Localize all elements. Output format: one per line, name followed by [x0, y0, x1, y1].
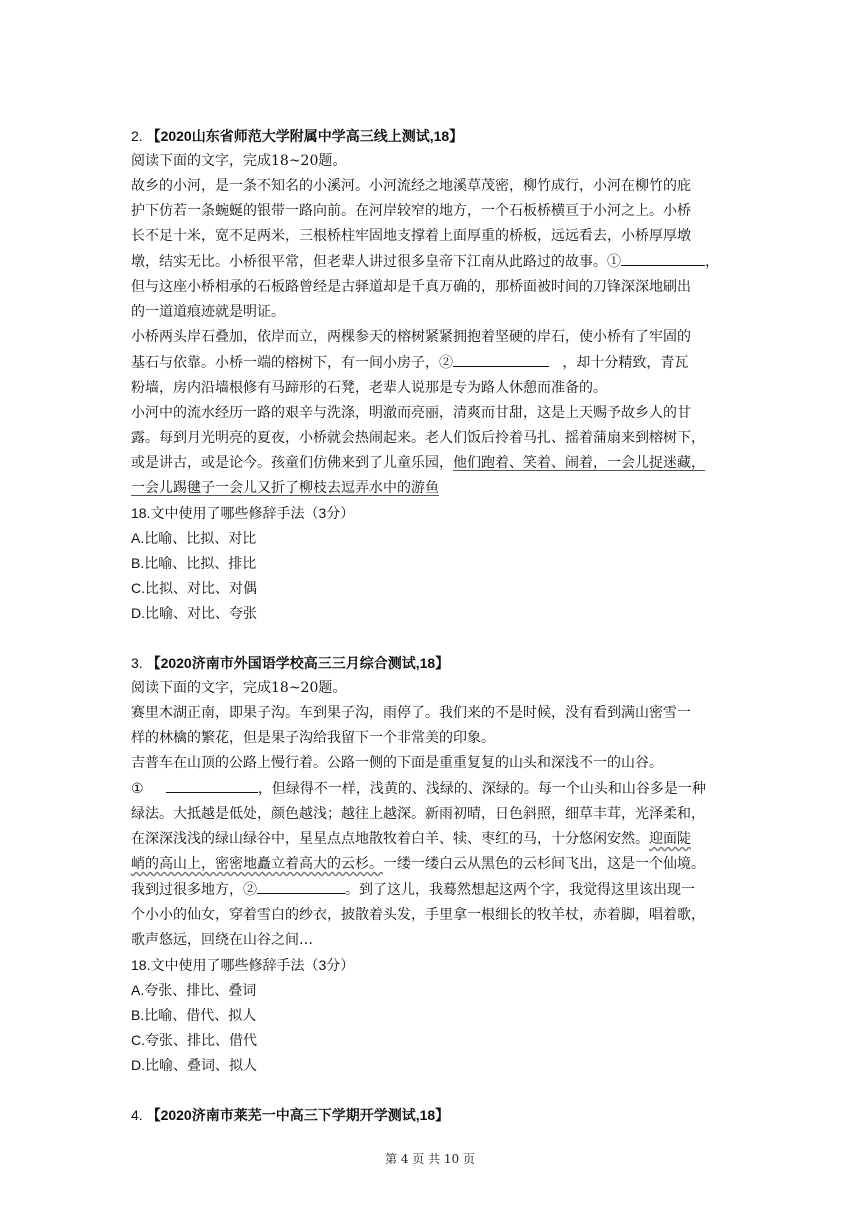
question-3-source: 【2020济南市外国语学校高三三月综合测试,18】 — [146, 655, 450, 671]
passage-line: 小桥两头岸石叠加，依岸而立，两棵参天的榕树紧紧拥抱着坚硬的岸石，使小桥有了牢固的 — [131, 329, 691, 345]
passage-line: 在深深浅浅的绿山绿谷中，星星点点地散牧着白羊、犊、枣红的马，十分悠闲安然。迎面陡 — [131, 831, 691, 847]
passage-line: 故乡的小河，是一条不知名的小溪河。小河流经之地溪草茂密，柳竹成行，小河在柳竹的庇 — [131, 178, 691, 194]
passage-line: 露。每到月光明亮的夏夜，小桥就会热闹起来。老人们饭后拎着马扎、摇着蒲扇来到榕树下， — [131, 430, 705, 446]
passage-line: 赛里木湖正南，即果子沟。车到果子沟，雨停了。我们来的不是时候，没有看到满山密雪一 — [131, 705, 691, 721]
passage-line: 小河中的流水经历一路的艰辛与洗涤，明澈而亮丽，清爽而甘甜，这是上天赐予故乡人的甘 — [131, 405, 691, 421]
passage-line — [131, 476, 729, 501]
question-2-source: 【2020山东省师范大学附属中学高三线上测试,18】 — [146, 128, 464, 144]
option-a: A.夸张、排比、叠词 — [131, 982, 257, 998]
fill-blank-1 — [166, 776, 258, 793]
question-4-source: 【2020济南市莱芜一中高三下学期开学测试,18】 — [146, 1107, 450, 1123]
passage-line: 我到过很多地方，② 。到了这儿，我蓦然想起这两个字，我觉得这里该出现一 — [131, 877, 729, 903]
underlined-sentence: 迎面陡 — [649, 831, 691, 847]
passage-line: 护下仿若一条蜿蜒的银带一路向前。在河岸较窄的地方，一个石板桥横亘于小河之上。小桥 — [131, 203, 691, 219]
page-content — [131, 124, 729, 1128]
passage-line: 吉普车在山顶的公路上慢行着。公路一侧的下面是重重复复的山头和深浅不一的山谷。 — [131, 755, 663, 771]
option-a: A.比喻、比拟、对比 — [131, 530, 257, 546]
passage-line: 但与这座小桥相承的石板路曾经是古驿道却是千真万确的，那桥面被时间的刀锋深深地刷出 — [131, 279, 691, 295]
question-18-prompt: 18.文中使用了哪些修辞手法（3分） — [131, 957, 355, 973]
question-18-prompt: 18.文中使用了哪些修辞手法（3分） — [131, 505, 355, 521]
question-2-heading: 2. 【2020山东省师范大学附属中学高三线上测试,18】 — [131, 128, 464, 144]
passage-line: 歌声悠远，回绕在山谷之间… — [131, 932, 313, 948]
passage-line: 墩，结实无比。小桥很平常，但老辈人讲过很多皇帝下江南从此路过的故事。① ， — [131, 249, 729, 275]
question-3-instruction: 阅读下面的文字，完成18~20题。 — [131, 680, 347, 696]
passage-line: 的一道道痕迹就是明证。 — [131, 304, 285, 320]
passage-line: 绿法。大抵越是低处，颜色越浅；越往上越深。新雨初晴，日色斜照，细草丰茸，光泽柔和， — [131, 806, 705, 822]
option-c: C.夸张、排比、借代 — [131, 1032, 257, 1048]
passage-line: 基石与依靠。小桥一端的榕树下，有一间小房子，② ，却十分精致，青瓦 — [131, 350, 729, 376]
passage-line: 样的林檎的繁花，但是果子沟给我留下一个非常美的印象。 — [131, 730, 495, 746]
option-c: C.比拟、对比、对偶 — [131, 580, 257, 596]
underlined-sentence: 一会儿踢毽子一会儿又折了柳枝去逗弄水中的游鱼 — [131, 480, 439, 496]
question-4-heading: 4. 【2020济南市莱芜一中高三下学期开学测试,18】 — [131, 1107, 450, 1123]
underlined-sentence: 他们跑着、笑着、闹着，一会儿捉迷藏， — [453, 455, 705, 471]
option-b: B.比喻、借代、拟人 — [131, 1007, 257, 1023]
option-d: D.比喻、叠词、拟人 — [131, 1057, 257, 1073]
passage-line: 或是讲古，或是论今。孩童们仿佛来到了儿童乐园，他们跑着、笑着、闹着，一会儿捉迷藏， — [131, 455, 705, 471]
option-b: B.比喻、比拟、排比 — [131, 555, 257, 571]
fill-blank-2 — [257, 877, 345, 894]
passage-line: ① ，但绿得不一样，浅黄的、浅绿的、深绿的。每一个山头和山谷多是一种 — [131, 776, 729, 802]
page-footer: 第 4 页 共 10 页 — [385, 1152, 475, 1166]
fill-blank-1 — [621, 249, 705, 266]
fill-blank-2 — [453, 350, 549, 367]
passage-line: 长不足十米，宽不足两米，三根桥柱牢固地支撑着上面厚重的桥板，远远看去，小桥厚厚墩 — [131, 228, 691, 244]
question-2-instruction: 阅读下面的文字，完成18~20题。 — [131, 153, 347, 169]
passage-line: 个小小的仙女，穿着雪白的纱衣，披散着头发，手里拿一根细长的牧羊杖，赤着脚，唱着歌， — [131, 907, 705, 923]
passage-line: 峭的高山上，密密地矗立着高大的云杉。一缕一缕白云从黑色的云杉间飞出，这是一个仙境。 — [131, 856, 705, 872]
passage-line: 粉墙，房内沿墙根修有马蹄形的石凳，老辈人说那是专为路人休憩而准备的。 — [131, 380, 607, 396]
question-3-heading: 3. 【2020济南市外国语学校高三三月综合测试,18】 — [131, 655, 450, 671]
underlined-sentence: 峭的高山上，密密地矗立着高大的云杉。 — [131, 856, 383, 872]
option-d: D.比喻、对比、夸张 — [131, 605, 257, 621]
